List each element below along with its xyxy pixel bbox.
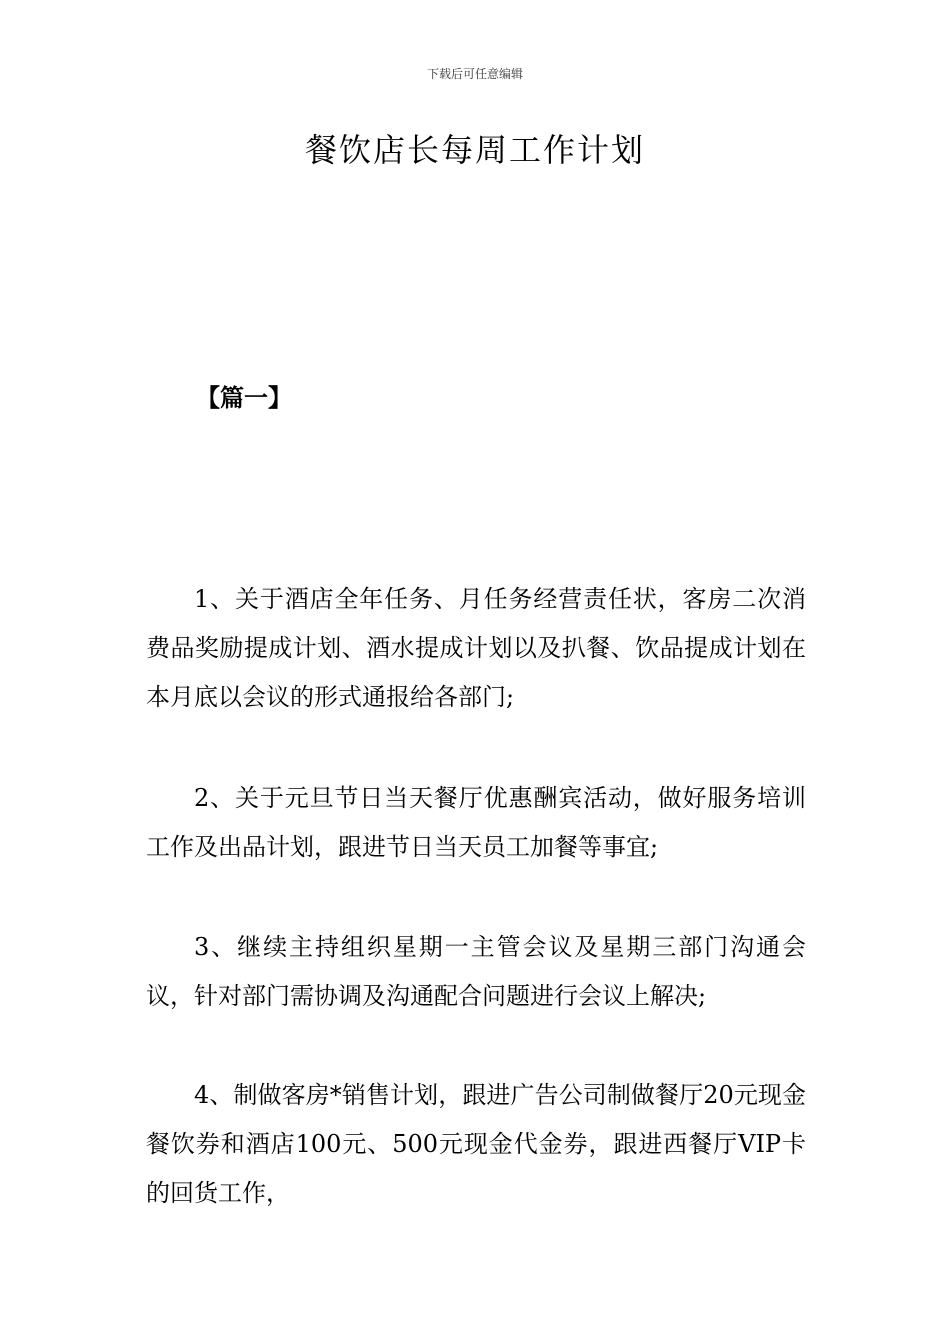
document-title: 餐饮店长每周工作计划 [304, 131, 645, 169]
paragraph-3: 3、继续主持组织星期一主管会议及星期三部门沟通会议，针对部门需协调及沟通配合问题进行会议上解决; [146, 933, 806, 1010]
paragraph-4: 4、制做客房*销售计划，跟进广告公司制做餐厅20元现金餐饮券和酒店100元、500元现金代金券，跟进西餐厅VIP卡的回货工作， [146, 1081, 806, 1207]
header-note: 下载后可任意编辑 [426, 67, 523, 81]
paragraph-1: 1、关于酒店全年任务、月任务经营责任状，客房二次消费品奖励提成计划、酒水提成计划以及扒餐、饮品提成计划在本月底以会议的形式通报给各部门; [146, 585, 806, 711]
paragraph-2: 2、关于元旦节日当天餐厅优惠酬宾活动，做好服务培训工作及出品计划，跟进节日当天员工加餐等事宜; [146, 784, 806, 861]
section-label: 【篇一】 [196, 384, 292, 412]
